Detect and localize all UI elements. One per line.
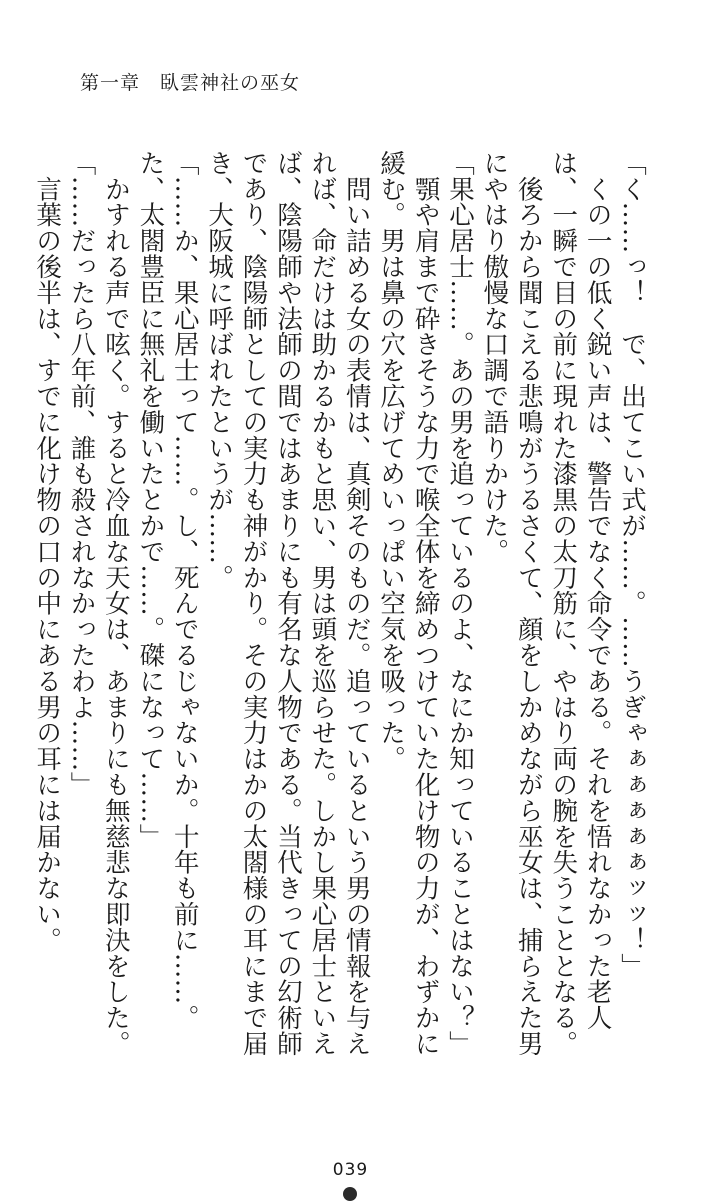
paragraph: 「果心居士……。あの男を追っているのよ、なにか知っていることはない？」 — [444, 150, 475, 1057]
page-ornament-dot — [343, 1187, 357, 1201]
paragraph: 言葉の後半は、すでに化け物の口の中にある男の耳には届かない。 — [32, 150, 63, 953]
paragraph: 問い詰める女の表情は、真剣そのものだ。追っているという男の情報を与えれば、命だけは助かるかもと思い、男は頭を巡らせた。しかし果心居士といえば、陰陽師や法師の間ではあまりにも有名な人物である。当代きっての幻術師であり、陰陽師としての実力も神がかり。その実力はかの太閤様の耳にまで届き、大阪城に呼ばれたというが……。 — [204, 150, 372, 1057]
paragraph: 「……だったら八年前、誰も殺されなかったわよ……」 — [66, 150, 97, 798]
paragraph: かすれる声で呟く。すると冷血な天女は、あまりにも無慈悲な即決をした。 — [100, 150, 131, 1057]
paragraph: 「く……っ！ で、出てこい式が……。……うぎゃぁぁぁぁぁッッ！」 — [617, 150, 647, 979]
paragraph: 「……か、果心居士って……。し、死んでるじゃないか。十年も前に……。た、太閤豊臣に無礼を働いたとかで……。磔になって……」 — [135, 150, 200, 1031]
page-number: 039 — [332, 1160, 369, 1180]
running-header: 第一章 臥雲神社の巫女 — [80, 72, 301, 94]
paragraph: 後ろから聞こえる悲鳴がうるさくて、顔をしかめながら巫女は、捕らえた男にやはり傲慢な口調で語りかけた。 — [479, 150, 544, 1057]
paragraph: 顎や肩まで砕きそうな力で喉全体を締めつけていた化け物の力が、わずかに緩む。男は鼻の穴を広げてめいっぱい空気を吸った。 — [376, 150, 441, 1057]
paragraph: くの一の低く鋭い声は、警告でなく命令である。それを悟れなかった老人は、一瞬で目の前に現れた漆黒の太刀筋に、やはり両の腕を失うこととなる。 — [548, 150, 613, 1057]
vertical-text-body — [32, 150, 649, 1070]
